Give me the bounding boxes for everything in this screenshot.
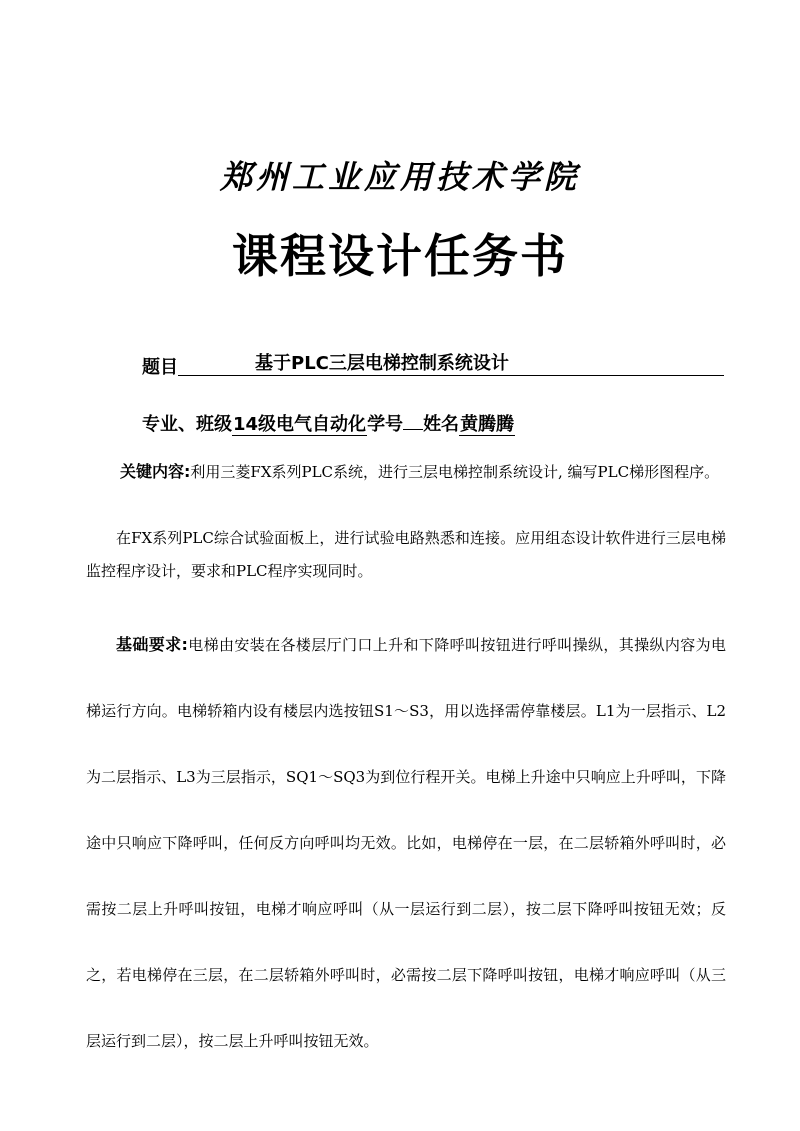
name-value: 黄腾腾 (460, 414, 515, 435)
topic-label: 题目 (142, 357, 178, 378)
key-content-paragraph (86, 455, 726, 489)
student-id-label: 学号 (367, 414, 404, 435)
basic-requirements-label: 基础要求: (116, 635, 188, 654)
key-content-label: 关键内容: (120, 462, 191, 481)
topic-value: 基于PLC三层电梯控制系统设计 (255, 353, 509, 374)
student-info-row (142, 413, 515, 437)
major-value: 14级电气自动化 (233, 414, 367, 435)
major-label: 专业、班级 (142, 414, 232, 435)
document-title: 课程设计任务书 (232, 229, 568, 283)
name-label: 姓名 (423, 414, 460, 435)
basic-requirements-paragraph (86, 612, 726, 1074)
lab-paragraph (86, 522, 726, 588)
topic-field (178, 353, 724, 376)
key-content-text: 利用三菱FX系列PLC系统，进行三层电梯控制系统设计, 编写PLC梯形图程序。 (190, 463, 720, 481)
basic-requirements-text: 电梯由安装在各楼层厅门口上升和下降呼叫按钮进行呼叫操纵，其操纵内容为电梯运行方向。电梯轿箱内设有楼层内选按钮S1～S3，用以选择需停靠楼层。L1为一层指示、L2为二层指示、L3为三层指示，SQ1～SQ3为到位行程开关。电梯上升途中只响应上升呼叫，下降途中只响应下降呼叫，任何反方向呼叫均无效。比如，电梯停在一层，在二层轿箱外呼叫时，必需按二层上升呼叫按钮，电梯才响应呼叫（从一层运行到二层），按二层下降呼叫按钮无效；反之，若电梯停在三层，在二层轿箱外呼叫时，必需按二层下降呼叫按钮，电梯才响应呼叫（从三层运行到二层），按二层上升呼叫按钮无效。 (86, 636, 726, 1050)
student-id-blank (403, 428, 423, 430)
lab-text: 在FX系列PLC综合试验面板上，进行试验电路熟悉和连接。应用组态设计软件进行三层电梯监控程序设计，要求和PLC程序实现同时。 (86, 529, 726, 580)
school-name: 郑州工业应用技术学院 (219, 158, 580, 196)
